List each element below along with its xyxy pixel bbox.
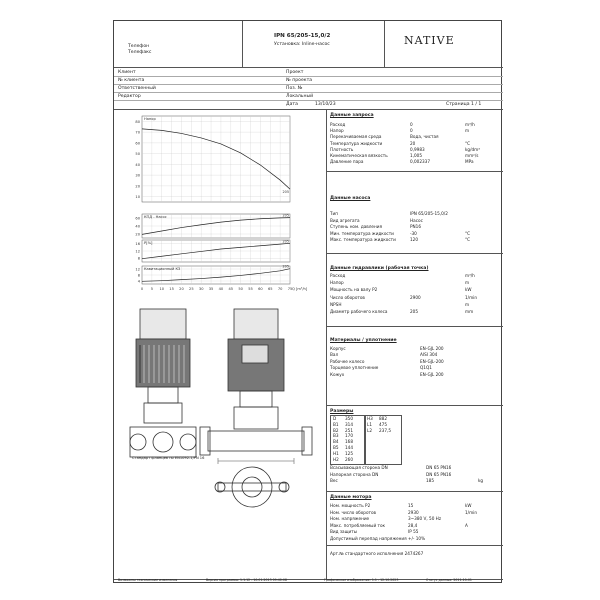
y-tick-label: 4 <box>137 279 140 284</box>
row-label: Тип <box>330 211 339 216</box>
x-tick-label: 50 <box>238 287 243 291</box>
dimension-key: B4 <box>333 439 339 445</box>
row-unit: A <box>465 522 468 528</box>
table-row <box>330 465 510 471</box>
table-row <box>330 309 510 315</box>
y-tick-label: 20 <box>135 232 140 237</box>
x-tick-label: 5 <box>150 287 154 291</box>
dimension-key: L2 <box>367 427 372 433</box>
table-row <box>330 211 510 217</box>
row-label: Рабочее колесо <box>330 358 365 364</box>
row-unit: mm <box>465 309 474 314</box>
panel-name: Кавитационный КЗ <box>144 267 181 271</box>
row-label: Ном. мощность P2 <box>330 503 371 508</box>
row-unit: °C <box>465 237 471 243</box>
y-tick-label: 12 <box>135 249 140 254</box>
table-row <box>330 134 510 140</box>
row-unit: m <box>465 280 470 286</box>
y-tick-label: 60 <box>135 141 140 146</box>
y-tick-label: 60 <box>135 216 140 221</box>
row-value: DN 65 PN16 <box>426 465 452 470</box>
row-label: Напор <box>330 128 344 134</box>
row-value: 120 <box>410 237 418 243</box>
row-label: Расход <box>330 273 346 278</box>
row-value: DN 65 PN16 <box>426 471 452 477</box>
row-value: PN16 <box>410 224 421 230</box>
y-tick-label: 8 <box>137 273 140 278</box>
table-row <box>330 372 510 378</box>
table-row <box>330 287 510 293</box>
table-row <box>330 516 510 522</box>
row-value: +/- 10% <box>408 536 426 541</box>
table-row <box>330 529 510 535</box>
row-label: Вид защиты <box>330 529 358 535</box>
row-unit: m <box>465 301 470 307</box>
x-tick-label: 60 <box>258 287 263 291</box>
motor-title: Данные мотора <box>330 495 372 500</box>
dimension-value: 251 <box>345 427 353 433</box>
row-value: IPN 65/205-15,0/2 <box>410 211 448 216</box>
dimensions-title: Размеры <box>330 409 354 414</box>
info-editor: Редактор <box>118 94 141 99</box>
dimension-key: B3 <box>333 433 339 439</box>
row-label: Всасывающая сторона DN <box>330 465 388 470</box>
row-unit: kW <box>465 503 472 508</box>
fax-label: Телефакс <box>128 50 152 55</box>
curve-end-label: 205 <box>282 213 289 218</box>
row-unit: 1/min <box>465 509 477 515</box>
dimension-key: L1 <box>367 421 372 427</box>
table-row <box>330 346 510 352</box>
row-unit: kg <box>478 478 484 484</box>
dimension-value: 168 <box>345 439 353 445</box>
x-tick-label: 35 <box>208 287 214 291</box>
x-tick-label: 30 <box>198 287 204 291</box>
table-row <box>330 523 510 529</box>
datasheet <box>113 20 502 583</box>
row-value: 2930 <box>408 509 419 515</box>
dimension-value: 475 <box>379 421 387 427</box>
row-label: Давление пара <box>330 159 364 165</box>
table-row <box>330 510 510 516</box>
dimension-value: 260 <box>345 456 353 462</box>
row-value: EN-GJL 200 <box>420 346 444 351</box>
x-tick-label: 55 <box>248 287 253 291</box>
row-value: 185 <box>426 478 434 484</box>
row-value: EN-GJL 200 <box>420 371 444 377</box>
table-row <box>330 280 510 286</box>
x-tick-label: 25 <box>189 287 194 291</box>
hydraulics-title: Данные гидравлики (рабочая точка) <box>330 266 429 271</box>
row-label: Корпус <box>330 346 346 351</box>
x-tick-label: 70 <box>277 287 283 291</box>
phone-label: Телефон <box>128 44 150 49</box>
row-unit: mm²/s <box>465 153 479 158</box>
footer-note-2: Версия программы: 1.1.12 - 10.01.2013 09:40:08 <box>206 578 287 582</box>
info-date-value: 13/10/23 <box>315 102 336 107</box>
x-tick-label: 75 <box>287 287 293 291</box>
table-row <box>330 478 510 484</box>
footer-note-1: Возможны технические изменения <box>118 578 178 582</box>
info-date-label: Дата <box>286 102 298 107</box>
row-value: Вода, чистая <box>410 134 439 140</box>
materials-title: Материалы / уплотнение <box>330 338 397 343</box>
page-number: Страница 1 / 1 <box>446 102 482 107</box>
dimension-value: 350 <box>345 416 353 421</box>
y-tick-label: 50 <box>135 152 140 157</box>
row-unit: 1/min <box>465 294 477 300</box>
dimensions-col1 <box>330 415 366 465</box>
table-row <box>330 295 510 301</box>
x-tick-label: 20 <box>179 287 184 291</box>
dimension-value: 882 <box>379 416 387 421</box>
row-label: Мин. температура жидкости <box>330 230 394 236</box>
table-row <box>330 141 510 147</box>
row-value: -30 <box>410 230 417 236</box>
table-row <box>330 224 510 230</box>
row-label: Диаметр рабочего колеса <box>330 309 388 314</box>
pump-drawing <box>122 301 322 511</box>
row-unit: °C <box>465 230 471 236</box>
x-tick-label: 65 <box>267 287 273 291</box>
row-value: 3~380 V, 50 Hz <box>408 516 442 522</box>
y-tick-label: 20 <box>135 184 140 189</box>
table-row <box>330 472 510 478</box>
row-label: Вал <box>330 352 339 358</box>
row-value: 0,002337 <box>410 159 430 165</box>
chart-panel-frame <box>142 116 290 202</box>
row-label: Температура жидкости <box>330 140 383 146</box>
dimension-key: B2 <box>333 427 339 433</box>
row-value: IP 55 <box>408 529 419 535</box>
y-tick-label: 40 <box>135 162 140 167</box>
row-label: Вес <box>330 478 338 484</box>
flange-note: Стандарт фланцев по EN1092-1/PN 16 <box>132 456 205 460</box>
info-responsible: Ответственный <box>118 86 156 91</box>
row-label: Допустимый перепад напряжения <box>330 536 407 541</box>
row-value: 1,005 <box>410 153 422 158</box>
row-value: Насос <box>410 217 423 223</box>
curve-end-label: 205 <box>282 239 289 244</box>
panel-name: КПД - Насос <box>144 215 167 219</box>
row-unit: kg/dm³ <box>465 146 480 152</box>
dimension-key: B5 <box>333 445 339 450</box>
row-label: Ном. число оборотов <box>330 509 376 515</box>
footer-note-4: Статус данных: 2011-10-01 <box>426 578 472 582</box>
dimension-key: B1 <box>333 421 339 427</box>
row-label: Торцевое уплотнение <box>330 365 379 371</box>
dimensions-col2 <box>364 415 402 465</box>
info-client-no: № клиента <box>118 78 145 83</box>
row-label: NPSH <box>330 301 342 307</box>
row-unit: kW <box>465 287 472 293</box>
y-tick-label: 8 <box>137 256 140 261</box>
panel-name: P[%] <box>144 241 153 245</box>
footer-note-3: Графическое изображение: 1.1 - 12.10.2023 <box>324 578 399 582</box>
row-label: Макс. температура жидкости <box>330 237 396 243</box>
table-row <box>330 147 510 153</box>
row-label: Макс. потребляемый ток <box>330 522 386 528</box>
dimension-key: H2 <box>333 456 339 462</box>
row-value: 2900 <box>410 294 421 300</box>
row-value: 205 <box>410 309 418 314</box>
row-label: Ступень ном. давления <box>330 224 382 230</box>
row-value: 20 <box>410 140 416 146</box>
row-unit: m³/h <box>465 273 475 278</box>
row-label: Число оборотов <box>330 294 365 300</box>
table-row <box>330 218 510 224</box>
y-tick-label: 30 <box>135 173 140 178</box>
dimension-row <box>331 457 365 463</box>
row-label: Перекачиваемая среда <box>330 134 382 140</box>
dimension-value: 170 <box>345 433 353 439</box>
row-value: 0,9983 <box>410 146 425 152</box>
table-row <box>330 352 510 358</box>
y-tick-label: 70 <box>135 130 140 135</box>
row-label: Вид агрегата <box>330 217 360 223</box>
table-row <box>330 273 510 279</box>
row-unit: MPa <box>465 159 474 165</box>
info-local: Локальный <box>286 94 314 99</box>
brand-logo: NATIVE <box>404 34 455 47</box>
dimension-value: 237,5 <box>379 427 391 433</box>
x-tick-label: 40 <box>218 287 224 291</box>
row-label: Мощность на валу P2 <box>330 287 378 293</box>
y-tick-label: 12 <box>135 267 140 272</box>
row-label: Кожух <box>330 371 345 377</box>
dimension-value: 125 <box>345 450 353 456</box>
row-label: Напор <box>330 280 344 286</box>
dimension-value: 144 <box>345 445 353 450</box>
table-row <box>330 302 510 308</box>
row-value: 0 <box>410 128 413 134</box>
table-row <box>330 231 510 237</box>
row-unit: m³/h <box>465 122 475 127</box>
dimension-key: H1 <box>333 450 339 456</box>
series-line <box>142 129 290 189</box>
info-client: Клиент <box>118 70 136 75</box>
row-value: 15 <box>408 503 414 508</box>
dimension-key: D <box>333 416 337 421</box>
table-row <box>330 159 510 165</box>
y-tick-label: 80 <box>135 119 140 124</box>
curve-end-label: 205 <box>282 264 289 269</box>
y-tick-label: 40 <box>135 224 140 229</box>
row-label: Ном. напряжение <box>330 516 370 522</box>
row-unit: °C <box>465 140 471 146</box>
row-value: EN-GJL-200 <box>420 358 444 364</box>
row-label: Расход <box>330 122 346 127</box>
install-type: Установка: Inline-насос <box>274 42 330 47</box>
curve-end-label: 205 <box>282 190 289 195</box>
row-value: Q1Q1 <box>420 365 432 371</box>
table-row <box>330 536 510 542</box>
model-title: IPN 65/205-15,0/2 <box>274 33 331 39</box>
table-row <box>330 122 510 128</box>
row-label: Плотность <box>330 146 354 152</box>
row-label: Напорная сторона DN <box>330 471 379 477</box>
row-label: Кинематическая вязкость <box>330 153 388 158</box>
table-row <box>330 237 510 243</box>
y-tick-label: 10 <box>135 195 140 200</box>
x-axis-label: Q [m³/h] <box>292 287 308 291</box>
x-tick-label: 15 <box>169 287 174 291</box>
row-unit: m <box>465 128 470 134</box>
request-title: Данные запроса <box>330 113 374 118</box>
table-row <box>330 359 510 365</box>
panel-name: Напор <box>144 117 156 121</box>
info-project-no: № проекта <box>286 78 313 83</box>
table-row <box>330 153 510 159</box>
table-row <box>330 365 510 371</box>
x-tick-label: 10 <box>159 287 165 291</box>
row-value: AISI 304 <box>420 352 438 358</box>
article-number: Арт.№ стандартного исполнения 2474267 <box>330 551 424 556</box>
row-value: 0 <box>410 122 413 127</box>
table-row <box>330 503 510 509</box>
performance-chart <box>128 114 308 294</box>
x-tick-label: 0 <box>140 287 144 291</box>
info-pos-no: Поз. № <box>286 86 303 91</box>
dimension-row <box>365 428 399 434</box>
row-value: 28,4 <box>408 522 418 528</box>
info-project: Проект <box>286 70 304 75</box>
dimension-value: 314 <box>345 421 353 427</box>
y-tick-label: 16 <box>135 242 140 247</box>
table-row <box>330 128 510 134</box>
pump-title: Данные насоса <box>330 196 371 201</box>
dimension-key: H3 <box>367 416 373 421</box>
x-tick-label: 45 <box>228 287 234 291</box>
